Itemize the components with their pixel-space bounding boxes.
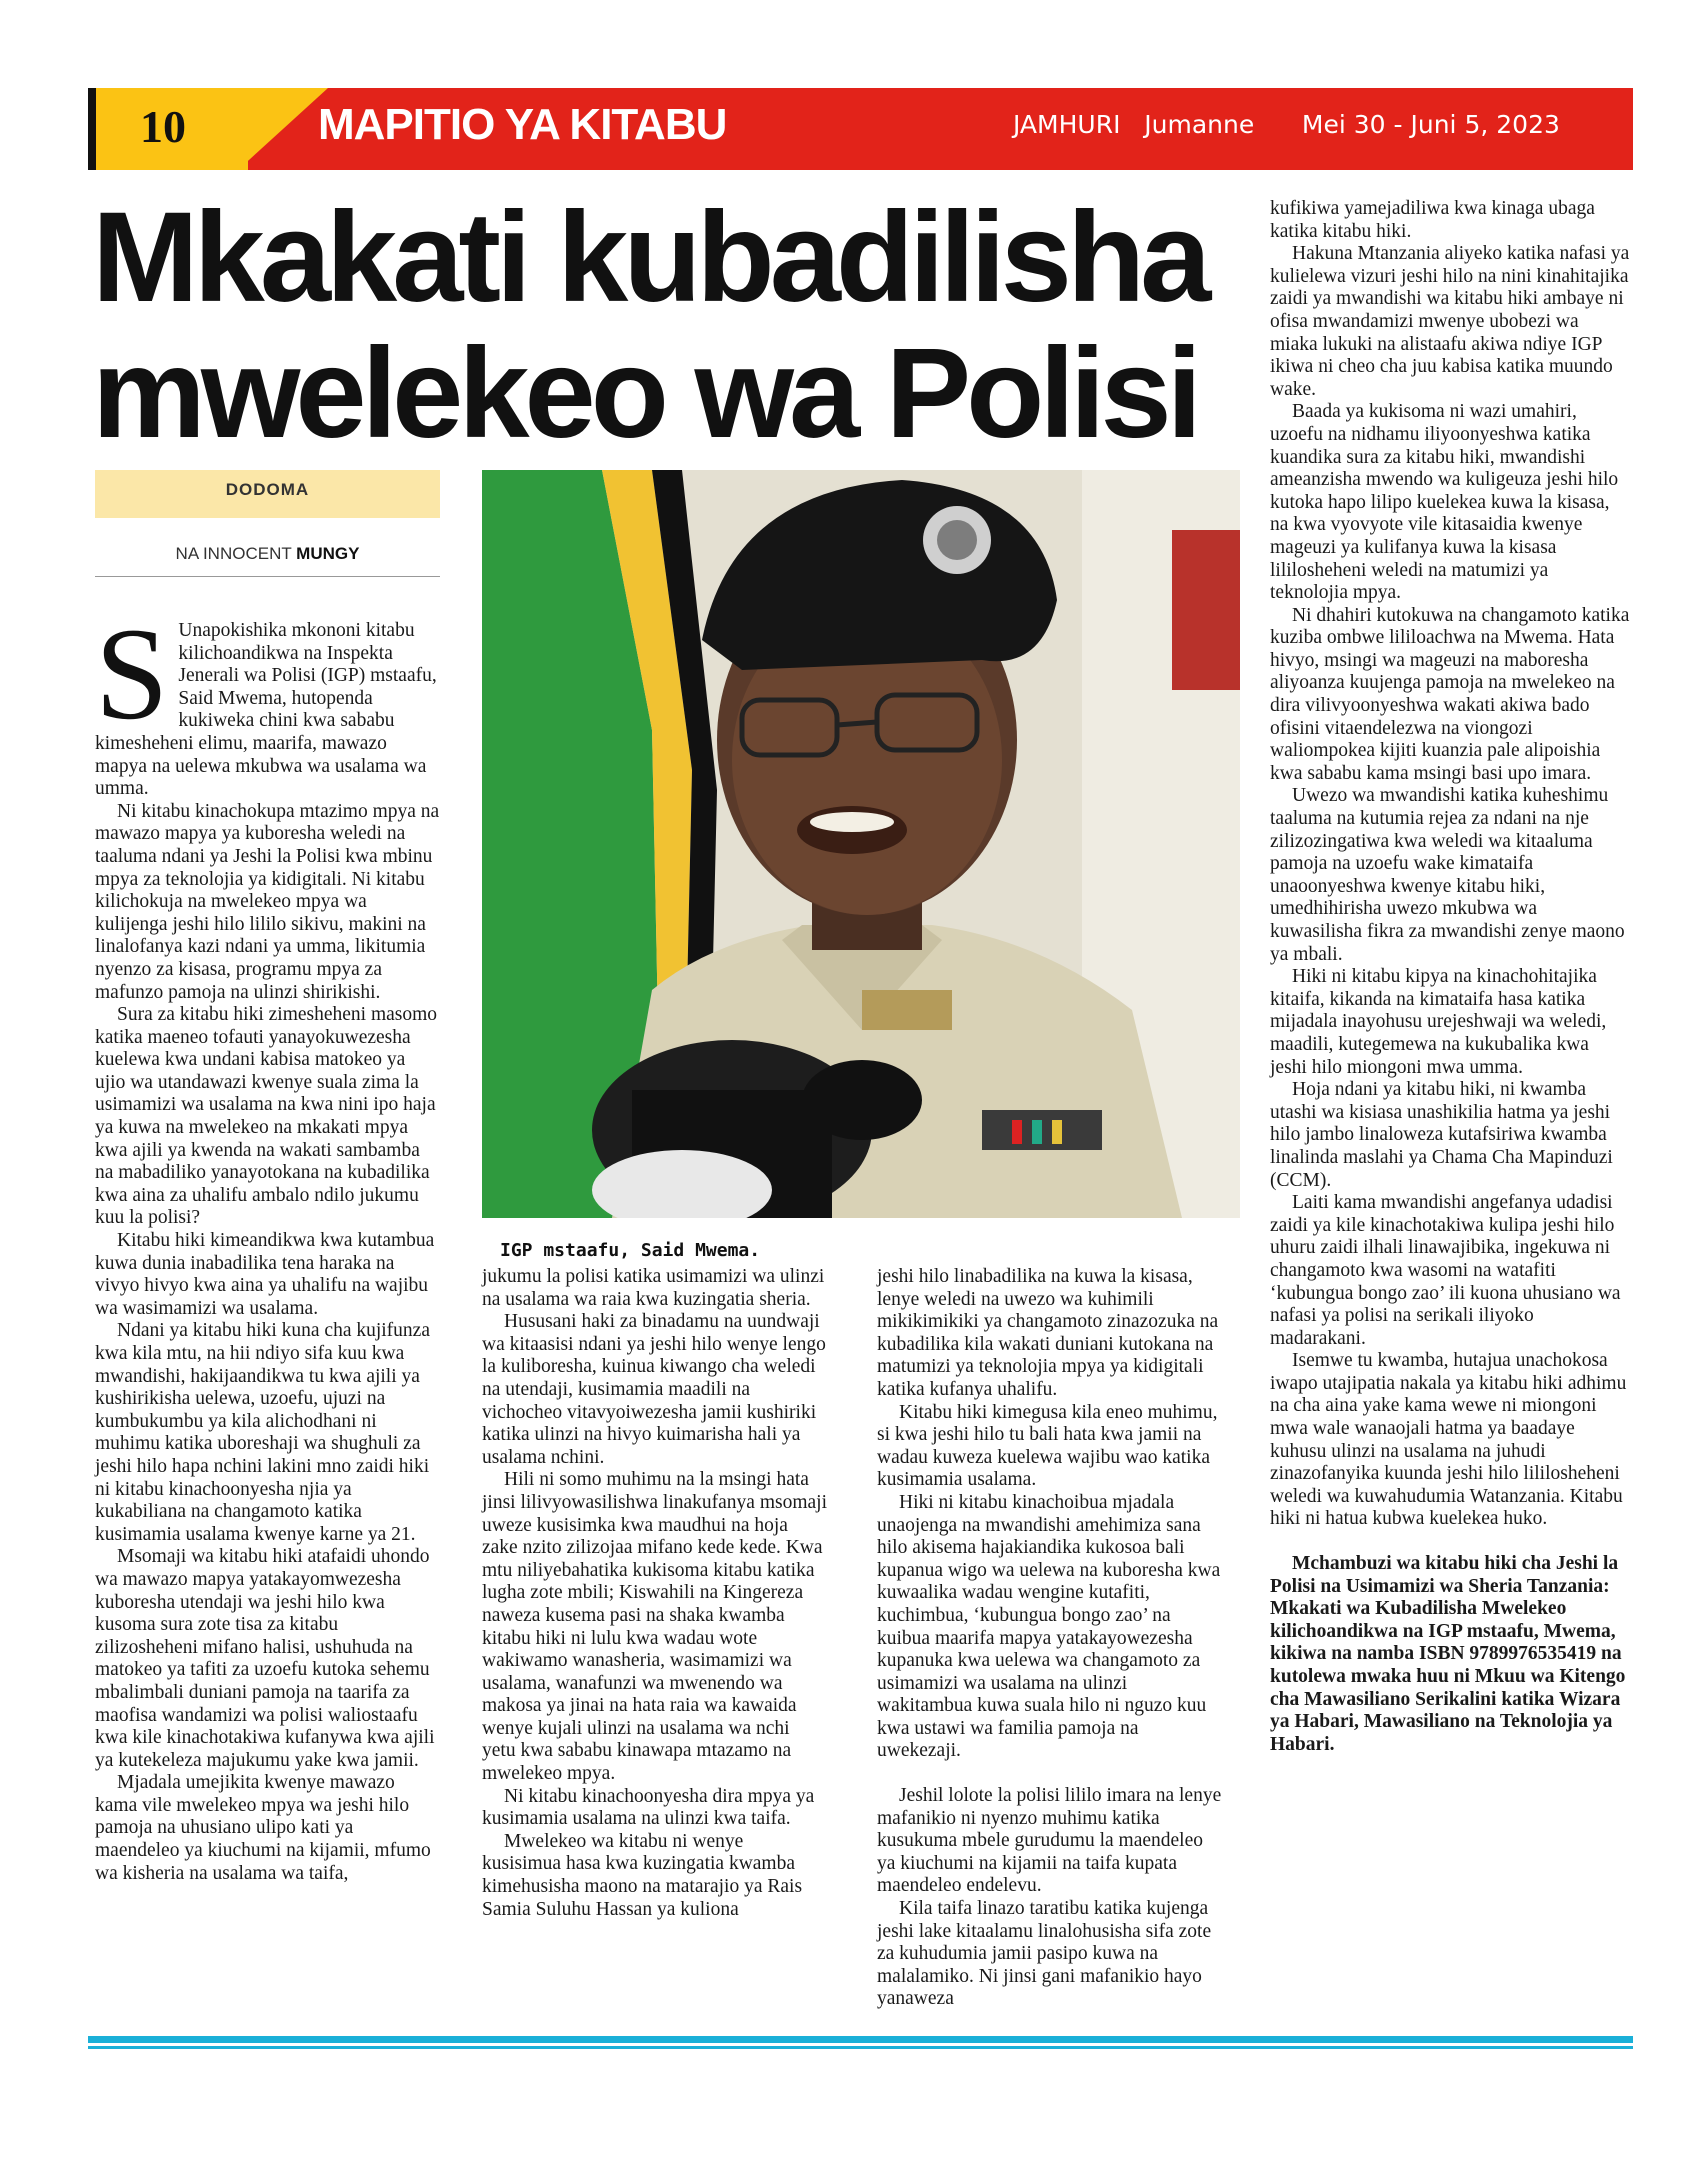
bottom-rule	[88, 2036, 1633, 2043]
author-note: Mchambuzi wa kitabu hiki cha Jeshi la Polisi na Usimamizi wa Sheria Tanzania: Mkakati wa Kubadilisha Mwelekeo kilichoandikwa na IGP mstaafu, Mwema, kikiwa na namba ISBN 9789976535419 na kutolewa mwaka huu ni Mkuu wa Kitengo cha Mawasiliano Serikalini katika Wizara ya Habari, Mawasiliano na Teknolojia ya Habari.	[1270, 1553, 1626, 1755]
section-title: MAPITIO YA KITABU	[318, 100, 727, 149]
paragraph: Laiti kama mwandishi angefanya udadisi zaidi ya kile kinachotakiwa kulipa jeshi hilo uhuru zaidi ilhali linawajibika, ingekuwa ni changamoto kwa wasomi na watafiti ‘kubungua bongo zao’ ili kuona uhusiano wa nafasi ya polisi na serikali iliyoko madarakani.	[1270, 1192, 1621, 1349]
article-column-2	[482, 1266, 827, 1921]
paragraph: Mjadala umejikita kwenye mawazo kama vile mwelekeo mpya wa jeshi hilo pamoja na uhusiano ulipo kati ya maendeleo ya kiuchumi na kijamii, mfumo wa kisheria na usalama wa taifa,	[95, 1772, 431, 1884]
paragraph: Jeshil lolote la polisi lililo imara na lenye mafanikio ni nyenzo muhimu katika kusukuma mbele gurudumu la maendeleo ya kiuchumi na kijamii na taifa kupata maendeleo endelevu.	[877, 1785, 1222, 1897]
paragraph: Ni kitabu kinachokupa mtazimo mpya na mawazo mapya ya kuboresha weledi na taaluma ndani ya Jeshi la Polisi kwa mbinu mpya za teknolojia ya kidigitali. Ni kitabu kilichokuja na mwelekeo mpya wa kulijenga jeshi hilo lililo sikivu, makini na linalofanya kazi ndani ya umma, likitumia nyenzo za kisasa, programu mpya za mafunzo pamoja na ulinzi shirikishi.	[95, 800, 440, 1003]
paragraph: Mwelekeo wa kitabu ni wenye kusisimua hasa kwa kuzingatia kwamba kimehusisha maono na matarajio ya Rais Samia Suluhu Hassan ya kuliona	[482, 1830, 803, 1920]
dateline-box	[95, 470, 440, 518]
bottom-rule-thin	[88, 2046, 1633, 2049]
article-column-4	[1270, 198, 1630, 1756]
byline-prefix: NA INNOCENT	[175, 544, 292, 563]
paragraph: kufikiwa yamejadiliwa kwa kinaga ubaga katika kitabu hiki.	[1270, 198, 1595, 242]
page-number: 10	[140, 101, 186, 152]
headline: Mkakati kubadilisha mwelekeo wa Polisi	[92, 186, 1207, 465]
paragraph: Baada ya kukisoma ni wazi umahiri, uzoefu na nidhamu iliyoonyeshwa katika kuandika sura za kitabu hiki, mwandishi ameanzisha mwendo wa kuligeuza jeshi hilo kutoka hapo lilipo kuelekea kuwa la kisasa, na kwa vyovyote vile kitasaidia kwenye mageuzi ya kulifanya kuwa la kisasa lililosheheni weledi na matumizi ya teknolojia mpya.	[1270, 401, 1619, 604]
paragraph: Kila taifa linazo taratibu katika kujenga jeshi lake kitaalamu linalohusisha sifa zote za kuhudumia jamii pasipo kuwa na malalamiko. Ni jinsi gani mafanikio hayo yanaweza	[877, 1898, 1212, 2010]
header-diagonal	[238, 88, 328, 170]
article-column-3	[877, 1266, 1222, 2011]
paragraph: Unapokishika mkononi kitabu kilichoandikwa na Inspekta Jenerali wa Polisi (IGP) mstaafu, Said Mwema, hutopenda kukiweka chini kwa sababu kimesheheni elimu, maarifa, mawazo mapya na uelewa mkubwa wa usalama wa umma.	[95, 620, 437, 800]
publication-date: JAMHURI Jumanne Mei 30 - Juni 5, 2023	[1013, 110, 1560, 139]
paragraph: Ni kitabu kinachoonyesha dira mpya ya kusimamia usalama na ulinzi kwa taifa.	[482, 1785, 815, 1830]
article-column-1	[95, 600, 440, 1885]
paragraph: Hususani haki za binadamu na uundwaji wa kitaasisi ndani ya jeshi hilo wenye lengo la kuliboresha, kuinua kiwango cha weledi na utendaji, kusimamia maadili na vichocheo vitavyoiwezesha jamii kushiriki katika ulinzi na hivyo kuimarisha hali ya usalama nchini.	[482, 1311, 826, 1468]
paragraph: Hili ni somo muhimu na la msingi hata jinsi lilivyowasilishwa linakufanya msomaji uweze kusisimka kwa maudhui na hoja zake nzito zilizojaa mifano kede kede. Kwa mtu niliyebahatika kukisoma kitabu katika lugha zote mbili; Kiswahili na Kingereza naweza kusema pasi na shaka kwamba kitabu hiki ni lulu kwa wadau wote wakiwamo wanasheria, wasimamizi wa usalama, wanafunzi wa mwenendo wa makosa ya jinai na hata raia wa kawaida wenye kujali ulinzi na usalama wa nchi yetu kwa sababu kinawapa mtazamo na mwelekeo mpya.	[482, 1469, 828, 1785]
drop-cap: S	[95, 600, 169, 747]
paragraph: jeshi hilo linabadilika na kuwa la kisasa, lenye weledi na uwezo wa kuhimili mikikimikiki ya changamoto zinazozuka na kubadilika kila wakati duniani kutokana na matumizi ya teknolojia mpya ya kidigitali katika kufanya uhalifu.	[877, 1266, 1219, 1400]
page-header	[88, 88, 1633, 170]
paragraph: Hiki ni kitabu kinachoibua mjadala unaojenga na mwandishi amehimiza sana hilo akisema hajakiandika kukosoa bali kupanua wigo wa uelewa na kuboresha kwa kuwaalika wadau wengine kutafiti, kuchimbua, ‘kubungua bongo zao’ na kuibua maarifa mapya yatakayowezesha kupanuka kwa uelewa wa changamoto za usimamizi wa usalama na ulinzi wakitambua kuwa suala hilo ni nguzo kuu kwa ustawi wa familia pamoja na uwekezaji.	[877, 1491, 1221, 1762]
dateline: DODOMA	[225, 480, 310, 499]
photo-caption: IGP mstaafu, Said Mwema.	[500, 1240, 761, 1261]
paragraph: Ndani ya kitabu hiki kuna cha kujifunza kwa kila mtu, na hii ndiyo sifa kuu kwa mwandishi, hakijaandikwa tu kwa ajili ya kushirikisha uelewa, uzoefu, ujuzi na kumbukumbu ya kila alichodhani ni muhimu katika uboreshaji wa shughuli za jeshi hilo hapa nchini lakini mno zaidi hiki ni kitabu kinachoonyesha njia ya kukabiliana na changamoto katika kusimamia usalama kwenye karne ya 21.	[95, 1320, 430, 1545]
paragraph: Isemwe tu kwamba, hutajua unachokosa iwapo utajipatia nakala ya kitabu hiki adhimu na cha aina yake kama wewe ni miongoni mwa wale wanaojali hatma ya baadaye kuhusu ulinzi na usalama na juhudi zinazofanyika kuunda jeshi hilo lililosheheni weledi wa kuwahudumia Watanzania. Kitabu hiki ni hatua kubwa kuelekea huko.	[1270, 1350, 1627, 1530]
byline-name: MUNGY	[296, 544, 360, 563]
paragraph: Sura za kitabu hiki zimesheheni masomo katika maeneo tofauti yanayokuwezesha kuelewa kwa undani kabisa matokeo ya ujio wa utandawazi kwenye suala zima la usimamizi wa usalama na kwa nini ipo haja ya kuwa na mwelekeo na mkakati mpya kwa ajili ya kwenda na wakati sambamba na mabadiliko yanayotokana na kubadilika kwa aina za uhalifu ambalo ndilo jukumu kuu la polisi?	[95, 1004, 438, 1229]
article-photo	[482, 470, 1240, 1218]
paragraph: Msomaji wa kitabu hiki atafaidi uhondo wa mawazo mapya yatakayomwezesha kuboresha utendaji wa jeshi hilo kwa kusoma sura zote tisa za kitabu zilizosheheni mifano halisi, ushuhuda na matokeo ya tafiti za uzoefu kutoka sehemu mbalimbali duniani pamoja na taarifa za maofisa wandamizi wa polisi waliostaafu kwa kile kinachotakiwa kufanywa kwa ajili ya kutekeleza majukumu yake kwa jamii.	[95, 1546, 435, 1771]
paragraph: Uwezo wa mwandishi katika kuheshimu taaluma na kutumia rejea za ndani na nje zilizozingatiwa kwa weledi wa kitaaluma pamoja na uzoefu wake kimataifa unaoonyeshwa kwenye kitabu hiki, umedhihirisha uwezo mkubwa wa kuwasilisha fikra za mwandishi zenye maono ya mbali.	[1270, 785, 1625, 965]
paragraph: jukumu la polisi katika usimamizi wa ulinzi na usalama wa raia kwa kuzingatia sheria.	[482, 1266, 825, 1310]
paragraph: Kitabu hiki kimegusa kila eneo muhimu, si kwa jeshi hilo tu bali hata kwa jamii na wadau kuweza kuelewa wajibu wao katika kusimamia usalama.	[877, 1401, 1218, 1491]
paragraph: Kitabu hiki kimeandikwa kwa kutambua kuwa dunia inabadilika tena haraka na vivyo hivyo kwa aina ya uhalifu na wajibu wa wasimamizi wa usalama.	[95, 1230, 435, 1319]
paragraph: Hiki ni kitabu kipya na kinachohitajika kitaifa, kikanda na kimataifa hasa katika mijadala inayohusu urejeshwaji wa weledi, maadili, kutegemewa na kukubalika kwa jeshi hilo miongoni mwa umma.	[1270, 966, 1607, 1078]
byline	[95, 544, 440, 564]
paragraph: Hakuna Mtanzania aliyeko katika nafasi ya kulielewa vizuri jeshi hilo na nini kinahitajika zaidi ya mwandishi wa kitabu hiki ambaye ni ofisa mwandamizi mwenye ubobezi wa miaka lukuki na alistaafu akiwa ndiye IGP ikiwa ni cheo cha juu kabisa katika muundo wake.	[1270, 243, 1630, 400]
paragraph: Hoja ndani ya kitabu hiki, ni kwamba utashi wa kisiasa unashikilia hatma ya jeshi hilo jambo linaloweza kutafsiriwa kwamba linalinda maslahi ya Chama Cha Mapinduzi (CCM).	[1270, 1079, 1613, 1191]
byline-rule	[95, 576, 440, 577]
paragraph: Ni dhahiri kutokuwa na changamoto katika kuziba ombwe lililoachwa na Mwema. Hata hivyo, msingi wa mageuzi na maboresha aliyoanza kuujenga pamoja na mwelekeo na dira vilivyoonyeshwa wakati akiwa bado ofisini vitaendelezwa na viongozi waliompokea kijiti kuanzia pale alipoishia kwa sababu kama msingi basi upo imara.	[1270, 604, 1630, 784]
police-officer-illustration	[482, 470, 1240, 1218]
